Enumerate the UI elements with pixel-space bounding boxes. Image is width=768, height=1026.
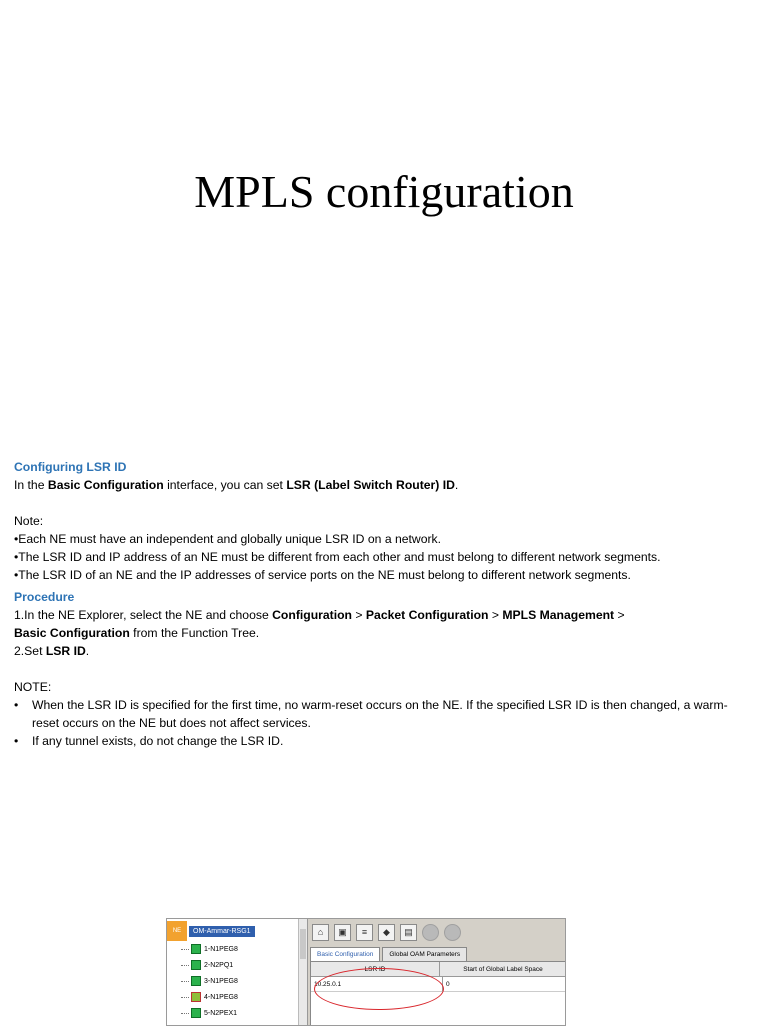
board-alarm-icon bbox=[191, 992, 201, 1002]
tree-item-board[interactable] bbox=[181, 1005, 237, 1021]
intro-text: . bbox=[454, 478, 459, 492]
board-label: 4-N1PEG8 bbox=[204, 993, 238, 1001]
tree-item-board[interactable] bbox=[181, 941, 238, 957]
board-icon bbox=[191, 944, 201, 954]
board-label: 5-N2PEX1 bbox=[204, 1009, 238, 1017]
procedure-step-1 bbox=[14, 606, 754, 642]
content-body bbox=[14, 458, 754, 750]
board-label: 1-N1PEG8 bbox=[204, 945, 238, 953]
step-bold: Configuration bbox=[272, 608, 353, 622]
toolbar bbox=[308, 919, 565, 945]
board-icon bbox=[191, 960, 201, 970]
document-icon[interactable]: ▤ bbox=[400, 924, 417, 941]
disabled-circle-icon bbox=[422, 924, 439, 941]
procedure-note-item: • If any tunnel exists, do not change the LSR ID. bbox=[32, 732, 754, 750]
disabled-circle-icon bbox=[444, 924, 461, 941]
step-text: 2.Set bbox=[14, 644, 46, 658]
procedure-note-label: NOTE: bbox=[14, 680, 52, 694]
column-header-lsr-id[interactable]: LSR ID bbox=[311, 962, 440, 976]
ne-icon: NE bbox=[167, 921, 187, 941]
nav-icon[interactable]: ⌂ bbox=[312, 924, 329, 941]
tree-item-board[interactable] bbox=[181, 957, 233, 973]
board-icon bbox=[191, 1008, 201, 1018]
tree-item-board[interactable] bbox=[181, 989, 238, 1005]
database-icon[interactable]: ≡ bbox=[356, 924, 373, 941]
step-text: . bbox=[85, 644, 90, 658]
note-label: Note: bbox=[14, 514, 44, 528]
tree-item-board[interactable] bbox=[181, 973, 238, 989]
highlight-oval bbox=[314, 968, 444, 1010]
tree-scrollbar[interactable] bbox=[298, 919, 307, 1025]
cell-label-space[interactable]: 0 bbox=[446, 980, 450, 988]
scrollbar-thumb[interactable] bbox=[300, 929, 306, 959]
tab-bar bbox=[310, 947, 469, 961]
step-bold: Packet Configuration bbox=[365, 608, 489, 622]
ne-tree-panel bbox=[167, 919, 308, 1025]
tab-basic-configuration[interactable]: Basic Configuration bbox=[310, 947, 380, 961]
section-heading-configuring-lsr-id: Configuring LSR ID bbox=[14, 460, 127, 474]
column-header-label-space[interactable]: Start of Global Label Space bbox=[463, 965, 543, 973]
step-text: from the Function Tree. bbox=[129, 626, 260, 640]
cell-lsr-id[interactable]: 10.25.0.1 bbox=[311, 977, 443, 991]
step-separator: > bbox=[352, 608, 366, 622]
intro-bold-lsr: LSR (Label Switch Router) ID bbox=[286, 478, 455, 492]
tree-root-label: OM-Ammar-RSG1 bbox=[189, 926, 255, 937]
board-icon bbox=[191, 976, 201, 986]
step-bold: LSR ID bbox=[45, 644, 86, 658]
step-bold: Basic Configuration bbox=[14, 626, 130, 640]
note-item: •The LSR ID of an NE and the IP addresses of service ports on the NE must belong to different network segments. bbox=[14, 568, 631, 582]
book-icon[interactable]: ◆ bbox=[378, 924, 395, 941]
tab-global-oam-parameters[interactable]: Global OAM Parameters bbox=[382, 947, 467, 961]
tree-root-ne[interactable] bbox=[167, 921, 303, 941]
step-separator: > bbox=[614, 608, 625, 622]
procedure-step-2 bbox=[14, 642, 754, 660]
step-bold: MPLS Management bbox=[502, 608, 615, 622]
note-item: •Each NE must have an independent and globally unique LSR ID on a network. bbox=[14, 532, 442, 546]
slide-title: MPLS configuration bbox=[194, 166, 574, 217]
intro-bold-basic-configuration: Basic Configuration bbox=[47, 478, 164, 492]
procedure-note-item: • When the LSR ID is specified for the first time, no warm-reset occurs on the NE. If the specified LSR ID is then changed, a warm-reset occurs on the NE but does not affect services. bbox=[32, 696, 754, 732]
embedded-screenshot bbox=[166, 918, 566, 1026]
procedure-note-list bbox=[14, 696, 754, 750]
board-label: 3-N1PEG8 bbox=[204, 977, 238, 985]
step-separator: > bbox=[488, 608, 503, 622]
board-label: 2-N2PQ1 bbox=[204, 961, 234, 969]
intro-text: In the bbox=[14, 478, 48, 492]
intro-text: interface, you can set bbox=[163, 478, 287, 492]
step-text: 1.In the NE Explorer, select the NE and choose bbox=[14, 608, 273, 622]
note-item: •The LSR ID and IP address of an NE must be different from each other and must belong to different network segments. bbox=[14, 550, 661, 564]
section-heading-procedure: Procedure bbox=[14, 590, 75, 604]
window-icon[interactable]: ▣ bbox=[334, 924, 351, 941]
intro-paragraph bbox=[14, 476, 754, 494]
